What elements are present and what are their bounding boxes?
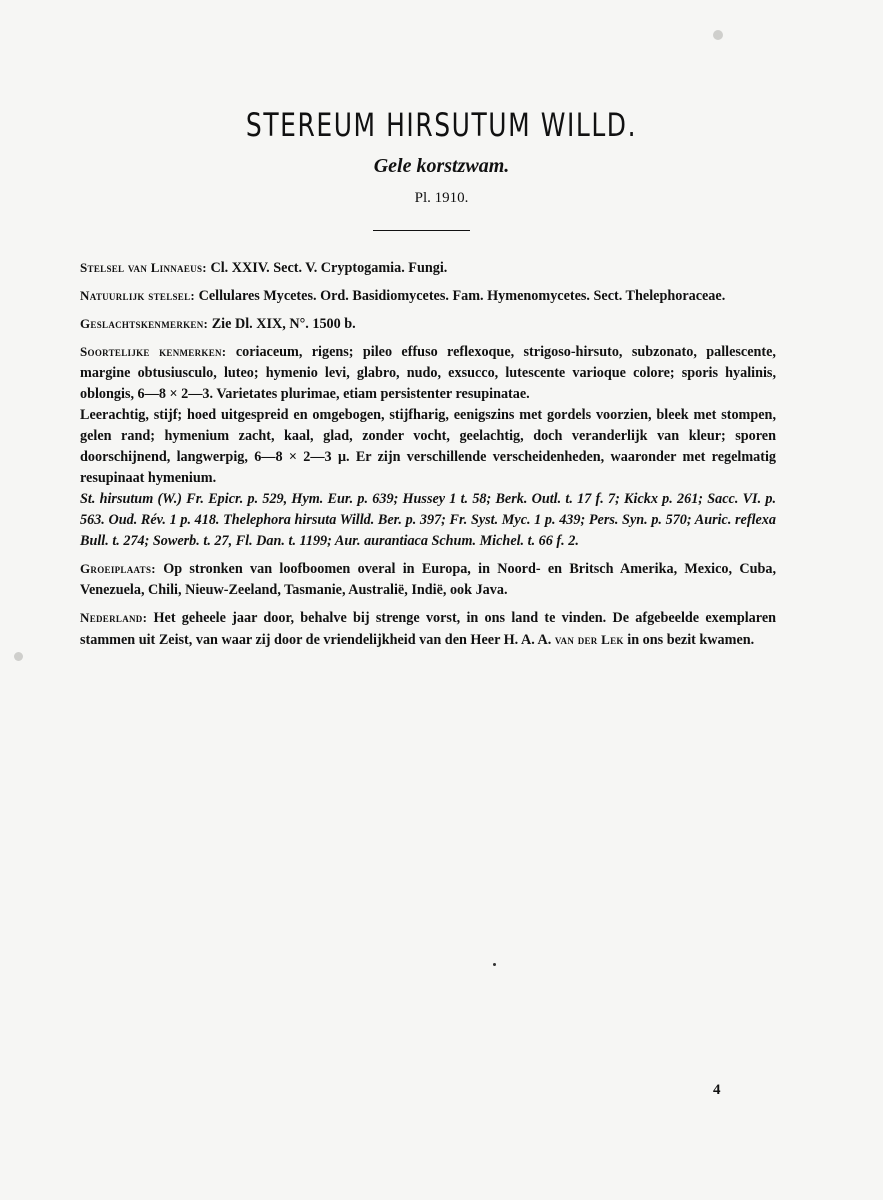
print-speck (493, 963, 496, 966)
page-subtitle: Gele korstzwam. (373, 155, 510, 177)
section-heading: Nederland: (80, 610, 148, 625)
title-divider (373, 230, 470, 231)
section-heading: Groeiplaats: (80, 561, 156, 576)
page-title: STEREUM HIRSUTUM WILLD. (245, 106, 638, 144)
section-linnaeus (80, 257, 776, 279)
plate-number: Pl. 1910. (414, 190, 469, 206)
species-references: St. hirsutum (W.) Fr. Epicr. p. 529, Hym. Eur. p. 639; Hussey 1 t. 58; Berk. Outl. t. 17 f. 7; Kickx p. 261; Sacc. VI. p. 563. Oud. Rév. 1 p. 418. Thelephora hirsuta Willd. Ber. p. 397; Fr. Syst. Myc. 1 p. 439; Pers. Syn. p. 570; Auric. reflexa Bull. t. 274; Sowerb. t. 27, Fl. Dan. t. 1199; Aur. aurantiaca Schum. Michel. t. 66 f. 2. (80, 491, 776, 549)
section-heading: Geslachtskenmerken: (80, 316, 209, 331)
paper-speck (713, 30, 723, 40)
section-genus (80, 313, 776, 335)
section-natural-system (80, 285, 776, 307)
section-text: Het geheele jaar door, behalve bij strenge vorst, in ons land te vinden. De afgebeelde exemplaren stammen uit Zeist, van waar zij door de vriendelijkheid van den Heer H. A. A. (80, 610, 777, 648)
paper-speck (14, 652, 23, 661)
page-number: 4 (713, 1082, 721, 1098)
section-text: Cl. XXIV. Sect. V. Cryptogamia. Fungi. (210, 260, 448, 276)
document-body (80, 257, 776, 657)
section-text: Cellulares Mycetes. Ord. Basidiomycetes. Fam. Hymenomycetes. Sect. Thelephoraceae. (198, 288, 726, 304)
section-heading: Soortelijke kenmerken: (80, 344, 227, 359)
section-heading: Natuurlijk stelsel: (80, 288, 196, 303)
section-text: Op stronken van loofboomen overal in Europa, in Noord- en Britsch Amerika, Mexico, Cuba, Venezuela, Chili, Nieuw-Zeeland, Tasmanie, Australië, Indië, ook Java. (80, 561, 777, 598)
section-habitat (80, 558, 776, 601)
section-text: Zie Dl. XIX, N°. 1500 b. (211, 316, 356, 332)
species-dutch-description: Leerachtig, stijf; hoed uitgespreid en omgebogen, stijfharig, eenigszins met gordels voorzien, bleek met stompen, gelen rand; hymenium zacht, kaal, glad, zonder vocht, geelachtig, doch veranderlijk van kleur; sporen doorschijnend, langwerpig, 6—8 × 2—3 μ. Er zijn verschillende verscheidenheden, waaronder met regelmatig resupinaat hymenium. (80, 407, 776, 486)
section-text-tail: in ons bezit kwamen. (627, 632, 755, 648)
section-text: coriaceum, rigens; pileo effuso reflexoque, strigoso-hirsuto, subzonato, pallescente, margine obtusiusculo, luteo; hymenio levi, glabro, nudo, exsucco, lutescente varioque colore; sporis hyalinis, oblongis, 6—8 × 2—3. Varietates plurimae, etiam persistenter resupinatae. (80, 344, 776, 402)
section-heading: Stelsel van Linnaeus: (80, 260, 207, 275)
section-netherlands (80, 607, 776, 651)
section-species (80, 341, 776, 405)
person-name: van der Lek (554, 632, 624, 647)
